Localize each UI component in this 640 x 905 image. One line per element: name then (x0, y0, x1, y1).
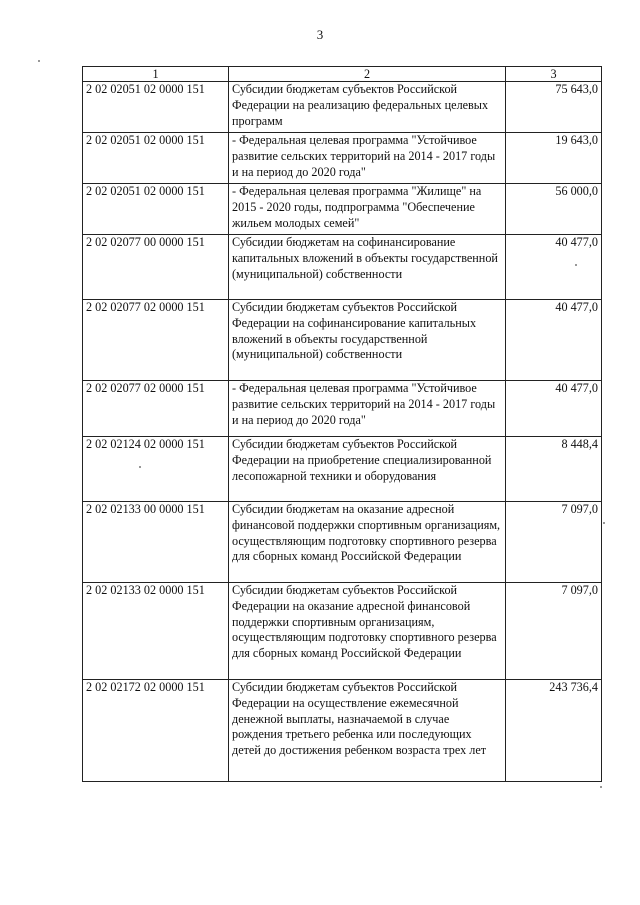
budget-description: Субсидии бюджетам субъектов Российской Федерации на осуществление ежемесячной денежной выплаты, назначаемой в случае рождения третьего ребенка или последующих детей до достижения ребенком возраста трех лет (229, 680, 506, 782)
table-row (83, 381, 602, 437)
budget-code: 2 02 02077 02 0000 151 (83, 300, 229, 381)
budget-amount: 40 477,0 (506, 235, 602, 300)
budget-amount: 40 477,0 (506, 381, 602, 437)
column-header-2: 2 (229, 67, 506, 82)
budget-description: - Федеральная целевая программа "Жилище" на 2015 - 2020 годы, подпрограмма "Обеспечение жильем молодых семей" (229, 184, 506, 235)
budget-revenue-table (82, 66, 602, 782)
budget-description: Субсидии бюджетам субъектов Российской Федерации на оказание адресной финансовой поддержки спортивным организациям, осуществляющим подготовку спортивного резерва для сборных команд Российской Федерации (229, 583, 506, 680)
scan-speck (38, 60, 40, 62)
budget-code: 2 02 02051 02 0000 151 (83, 82, 229, 133)
scan-speck (139, 466, 141, 468)
budget-amount: 8 448,4 (506, 437, 602, 502)
budget-description: Субсидии бюджетам на оказание адресной финансовой поддержки спортивным организациям, осуществляющим подготовку спортивного резерва для сборных команд Российской Федерации (229, 502, 506, 583)
budget-amount: 56 000,0 (506, 184, 602, 235)
budget-amount: 7 097,0 (506, 502, 602, 583)
budget-amount: 7 097,0 (506, 583, 602, 680)
table-row (83, 583, 602, 680)
scan-speck (575, 264, 577, 266)
table-row (83, 437, 602, 502)
table-row (83, 133, 602, 184)
table-row (83, 184, 602, 235)
budget-description: Субсидии бюджетам на софинансирование капитальных вложений в объекты государственной (муниципальной) собственности (229, 235, 506, 300)
budget-description: - Федеральная целевая программа "Устойчивое развитие сельских территорий на 2014 - 2017 годы и на период до 2020 года" (229, 381, 506, 437)
budget-code: 2 02 02133 00 0000 151 (83, 502, 229, 583)
budget-amount: 75 643,0 (506, 82, 602, 133)
scan-speck (603, 522, 605, 524)
table-row (83, 82, 602, 133)
budget-code: 2 02 02051 02 0000 151 (83, 133, 229, 184)
table-row (83, 235, 602, 300)
column-header-1: 1 (83, 67, 229, 82)
scan-speck (600, 786, 602, 788)
table-row (83, 680, 602, 782)
table-row (83, 300, 602, 381)
budget-amount: 243 736,4 (506, 680, 602, 782)
budget-amount: 19 643,0 (506, 133, 602, 184)
budget-code: 2 02 02172 02 0000 151 (83, 680, 229, 782)
budget-description: Субсидии бюджетам субъектов Российской Федерации на приобретение специализированной лесопожарной техники и оборудования (229, 437, 506, 502)
budget-code: 2 02 02077 02 0000 151 (83, 381, 229, 437)
budget-code: 2 02 02077 00 0000 151 (83, 235, 229, 300)
budget-code: 2 02 02133 02 0000 151 (83, 583, 229, 680)
budget-code: 2 02 02051 02 0000 151 (83, 184, 229, 235)
budget-code: 2 02 02124 02 0000 151 (83, 437, 229, 502)
budget-description: - Федеральная целевая программа "Устойчивое развитие сельских территорий на 2014 - 2017 годы и на период до 2020 года" (229, 133, 506, 184)
budget-amount: 40 477,0 (506, 300, 602, 381)
table-header-row (83, 67, 602, 82)
budget-description: Субсидии бюджетам субъектов Российской Федерации на реализацию федеральных целевых программ (229, 82, 506, 133)
page-number: 3 (316, 27, 324, 42)
column-header-3: 3 (506, 67, 602, 82)
budget-description: Субсидии бюджетам субъектов Российской Федерации на софинансирование капитальных вложений в объекты государственной (муниципальной) собственности (229, 300, 506, 381)
table-row (83, 502, 602, 583)
